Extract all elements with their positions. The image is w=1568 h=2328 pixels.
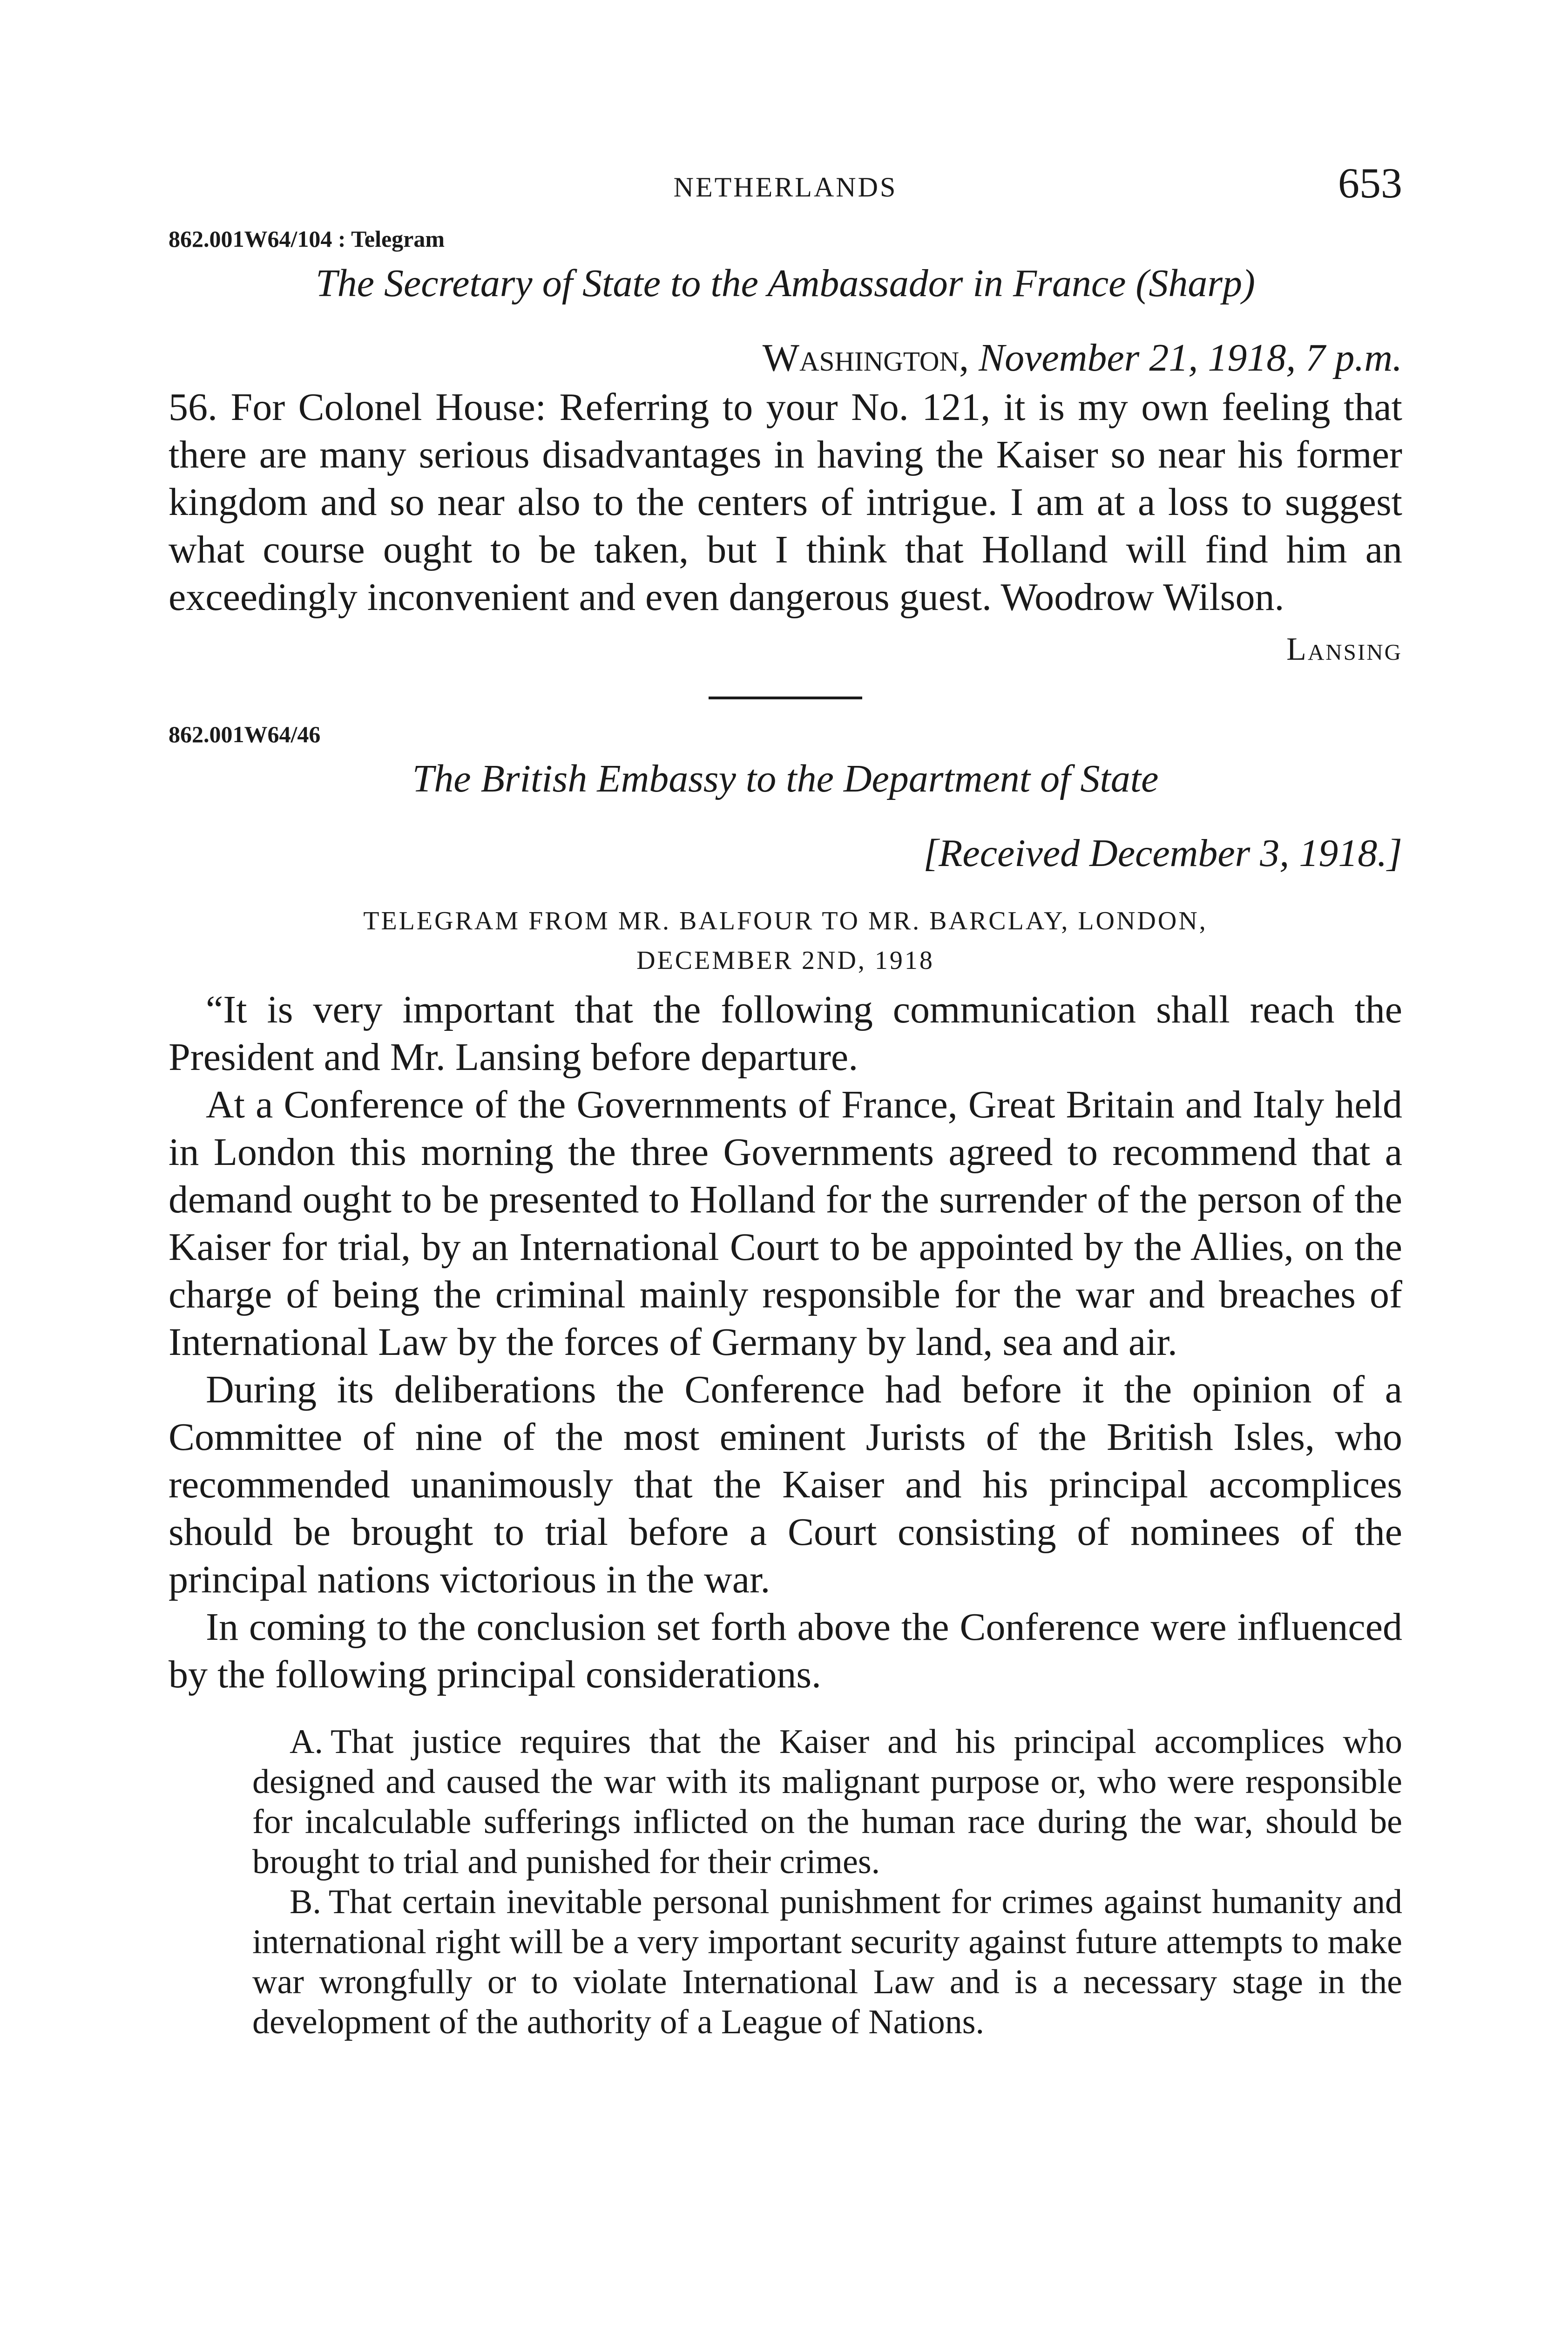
consideration-label: A. [290, 1723, 323, 1761]
dateline [169, 332, 1402, 384]
consideration-label: B. [290, 1883, 321, 1921]
file-reference: 862.001W64/46 [169, 721, 321, 747]
running-head [169, 158, 1402, 210]
signature: Lansing [1286, 631, 1402, 667]
dateline-place: Washington, [762, 336, 969, 379]
consideration-text: That justice requires that the Kaiser and his principal accomplices who designed and caused the war with its malignant purpose or, who were responsible for incalculable sufferings inflicted on the human race during the war, should be brought to trial and punished for their crimes. [252, 1723, 1402, 1881]
consideration-text: That certain inevitable personal punishment for crimes against humanity and international right will be a very important security against future attempts to make war wrongfully or to violate International Law and is a necessary stage in the development of the authority of a League of Nations. [252, 1883, 1402, 2041]
telegram-heading [169, 898, 1402, 977]
telegram-heading-line-1: TELEGRAM FROM MR. BALFOUR TO MR. BARCLAY, LONDON, [363, 907, 1208, 935]
telegram-heading-line-2: DECEMBER 2ND, 1918 [636, 946, 934, 975]
body-paragraph: During its deliberations the Conference had before it the opinion of a Committee of nine of the most eminent Jurists of the British Isles, who recommended unanimously that the Kaiser and his principal accomplices should be brought to trial before a Court consisting of nominees of the principal nations victorious in the war. [169, 1368, 1402, 1601]
body-paragraph: “It is very important that the following communication shall reach the President and Mr. Lansing before departure. [169, 988, 1402, 1079]
telegram-paragraph: 56. For Colonel House: Referring to your No. 121, it is my own feeling that there are many serious disadvantages in having the Kaiser so near his former kingdom and so near also to the centers of intrigue. I am at a loss to suggest what course ought to be taken, but I think that Holland will find him an exceedingly inconvenient and even dangerous guest. Woodrow Wilson. [169, 386, 1402, 619]
file-reference: 862.001W64/104 : Telegram [169, 226, 445, 252]
document-page [169, 158, 1402, 2042]
document-title: The Secretary of State to the Ambassador in France (Sharp) [315, 262, 1256, 305]
document-british-embassy [169, 718, 1402, 2042]
page-number: 653 [1338, 159, 1402, 207]
document-telegram-lansing [169, 223, 1402, 675]
body-paragraph: In coming to the conclusion set forth above the Conference were influenced by the following principal considerations. [169, 1605, 1402, 1696]
considerations-list [252, 1722, 1402, 2042]
consideration-item [252, 1722, 1402, 1882]
body-paragraph: At a Conference of the Governments of France, Great Britain and Italy held in London this morning the three Governments agreed to recommend that a demand ought to be presented to Holland for the surrender of the person of the Kaiser for trial, by an International Court to be appointed by the Allies, on the charge of being the criminal mainly responsible for the war and breaches of International Law by the forces of Germany by land, sea and air. [169, 1083, 1402, 1364]
consideration-item [252, 1882, 1402, 2042]
dateline-date: November 21, 1918, 7 p.m. [979, 336, 1402, 379]
running-head-title: NETHERLANDS [673, 172, 898, 203]
document-title: The British Embassy to the Department of State [412, 757, 1159, 800]
received-date: [Received December 3, 1918.] [923, 832, 1402, 875]
section-divider [709, 697, 862, 699]
